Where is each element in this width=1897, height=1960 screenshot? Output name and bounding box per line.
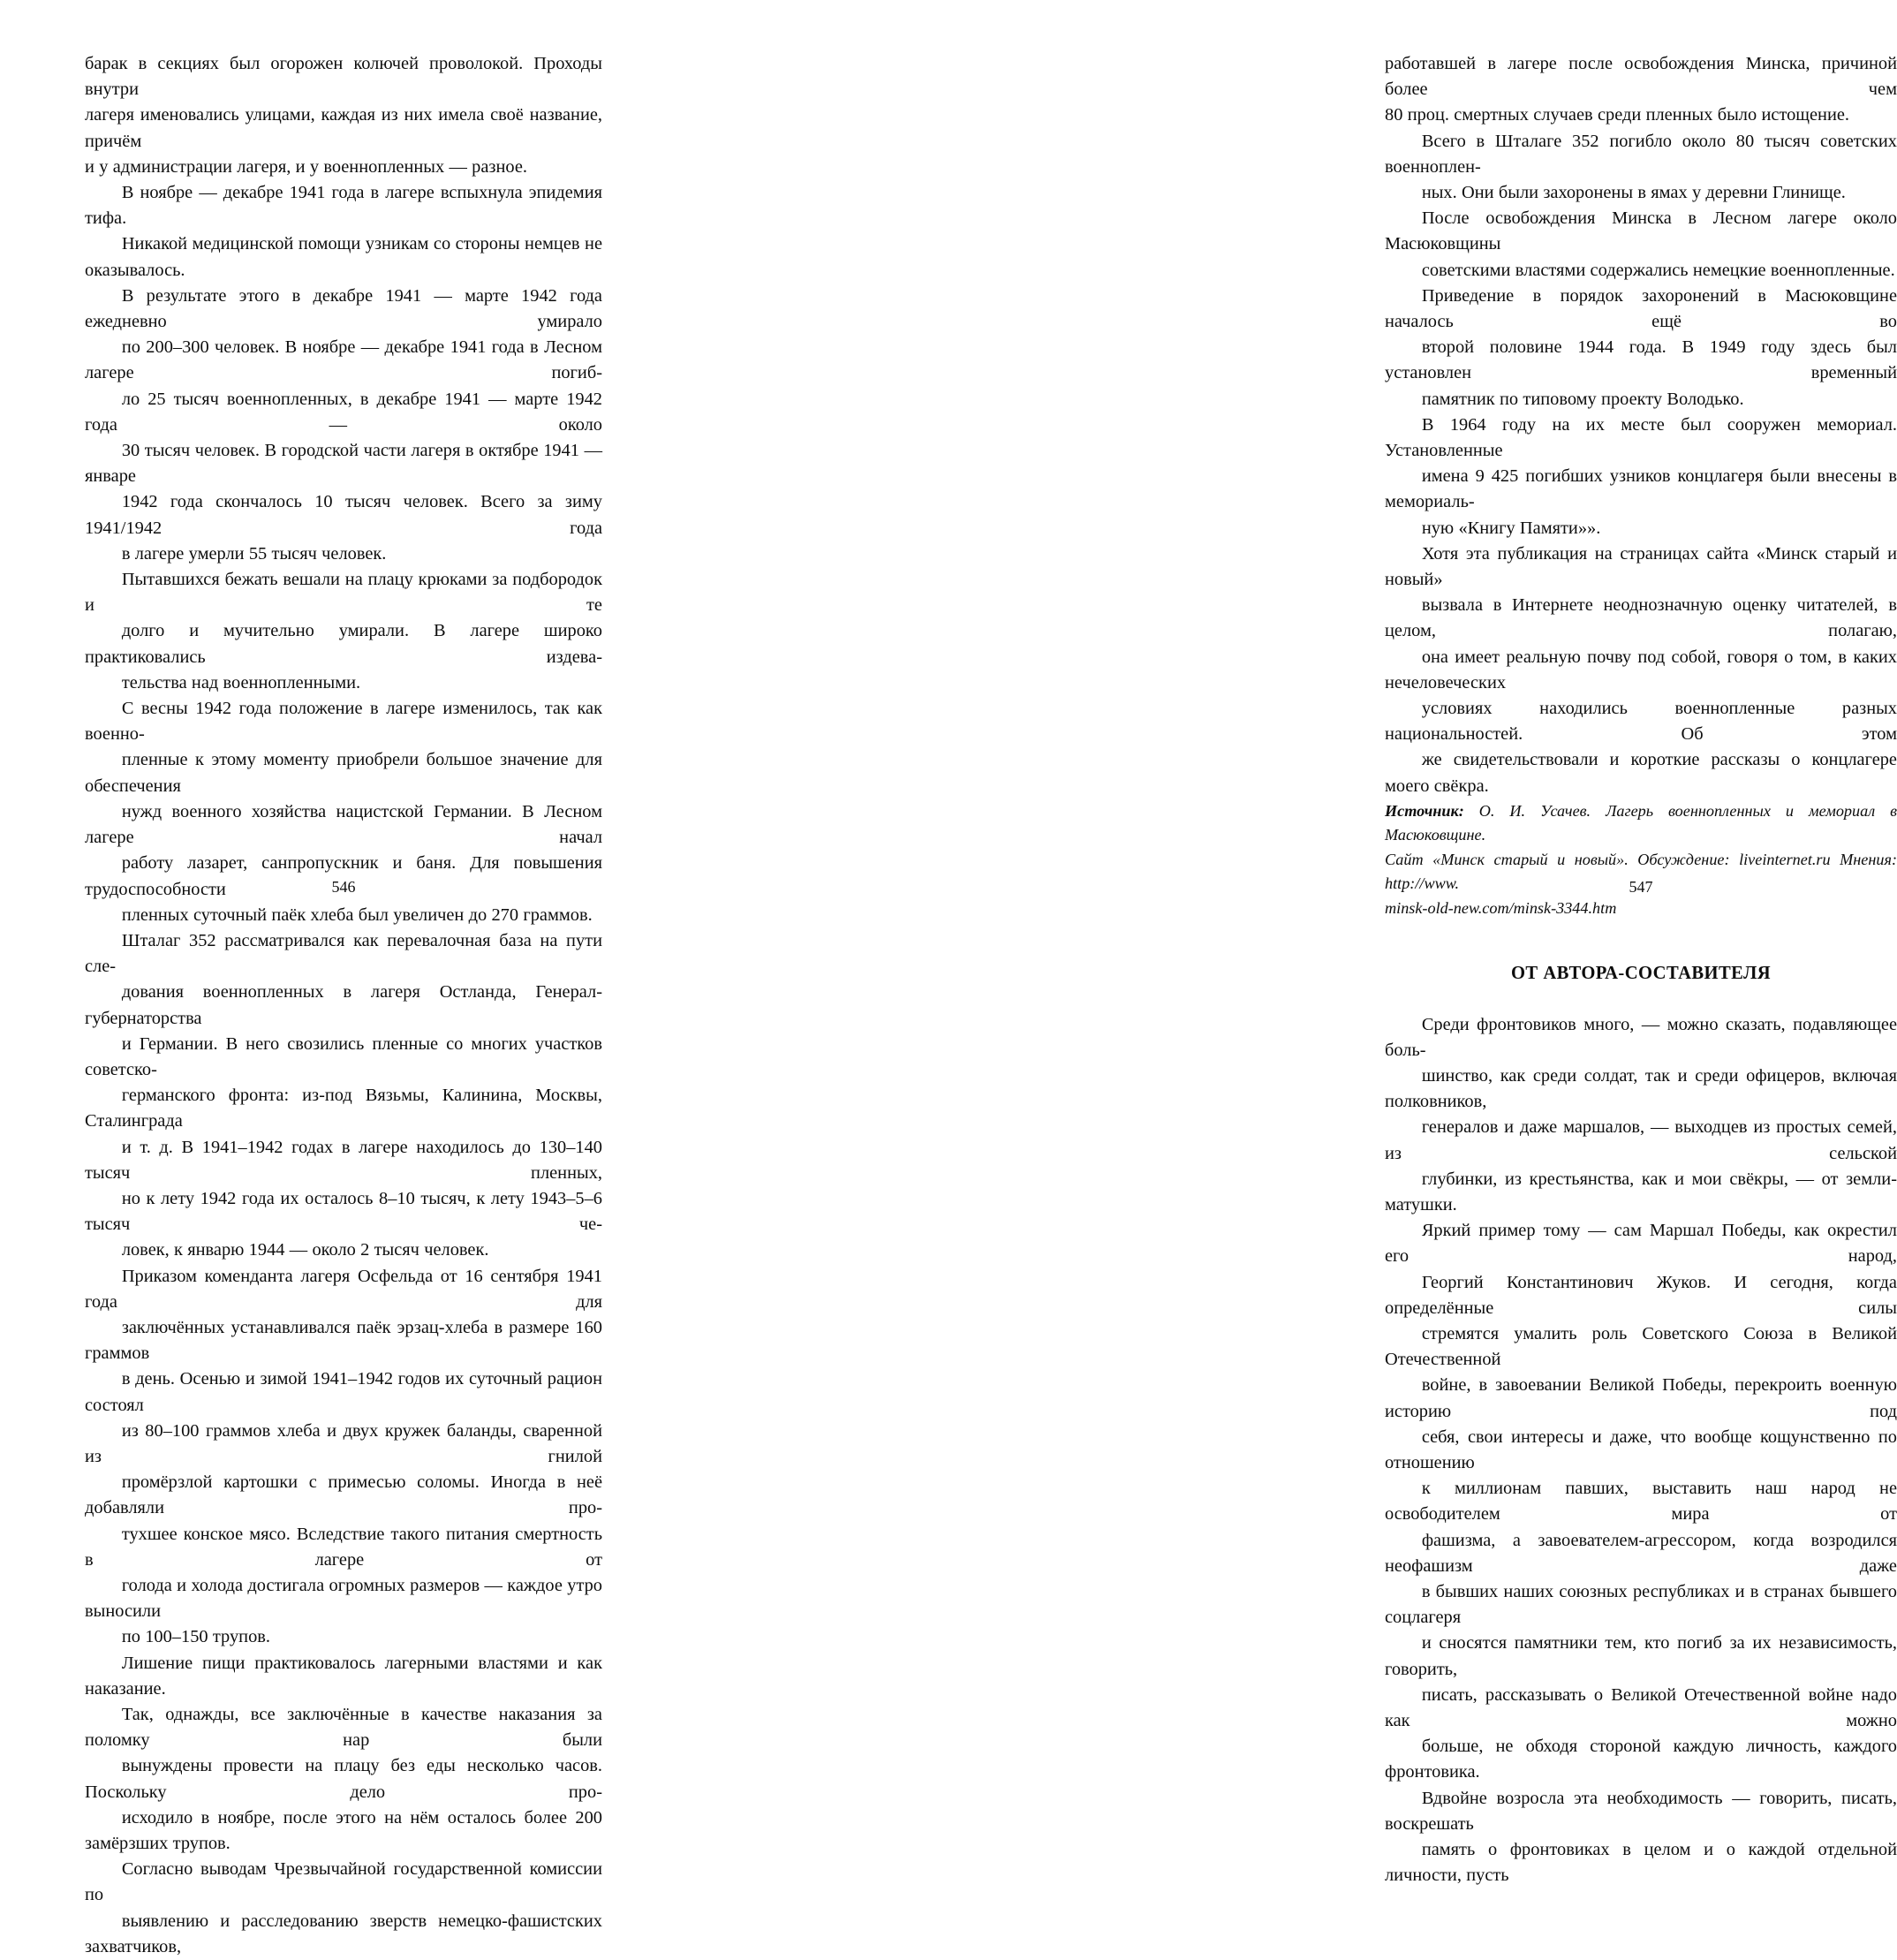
page-number-left: 546: [331, 878, 356, 896]
right-column-body: [1385, 51, 1897, 1889]
text-line: ную «Книгу Памяти»».: [1421, 518, 1601, 538]
body-paragraph: [1385, 541, 1897, 799]
body-paragraph: [85, 567, 608, 696]
text-line: Никакой медицинской помощи узникам со стороны немцев не оказывалось.: [85, 234, 608, 280]
text-line: войне, в завоевании Великой Победы, перекроить военную историю под: [1385, 1375, 1897, 1421]
text-line: тухшее конское мясо. Вследствие такого питания смертность в лагере от: [85, 1524, 608, 1570]
text-line: дования военнопленных в лагеря Остланда, Генерал-губернаторства: [85, 982, 602, 1028]
text-line: 1942 года скончалось 10 тысяч человек. Всего за зиму 1941/1942 года: [85, 492, 608, 538]
text-line: Всего в Шталаге 352 погибло около 80 тысяч советских военноплен-: [1385, 131, 1897, 177]
text-line: германского фронта: из-под Вязьмы, Калинина, Москвы, Сталинграда: [85, 1086, 608, 1131]
text-line: по 200–300 человек. В ноябре — декабре 1941 года в Лесном лагере погиб-: [85, 337, 608, 383]
text-line: писать, рассказывать о Великой Отечественной войне надо как можно: [1385, 1684, 1897, 1731]
body-paragraph: [85, 51, 608, 180]
text-line: Лишение пищи практиковалось лагерными властями и как наказание.: [85, 1653, 608, 1699]
text-line: но к лету 1942 года их осталось 8–10 тысяч, к лету 1943–5–6 тысяч че-: [85, 1188, 608, 1235]
text-line: Шталаг 352 рассматривался как перевалочная база на пути сле-: [85, 930, 608, 977]
text-line: работу лазарет, санпропускник и баня. Для повышения трудоспособности: [85, 853, 608, 899]
source-line: minsk-old-new.com/minsk-3344.htm: [1385, 898, 1617, 917]
text-line: В ноябре — декабре 1941 года в лагере вспыхнула эпидемия тифа.: [85, 183, 608, 229]
source-label: Источник:: [1385, 801, 1464, 820]
text-line: вызвала в Интернете неоднозначную оценку читателей, в целом, полагаю,: [1385, 595, 1897, 641]
text-line: шинство, как среди солдат, так и среди офицеров, включая полковников,: [1385, 1066, 1897, 1112]
text-line: условиях находились военнопленные разных национальностей. Об этом: [1385, 699, 1897, 745]
text-line: голода и холода достигала огромных размеров — каждое утро выносили: [85, 1575, 608, 1622]
source-line: Источник: О. И. Усачев. Лагерь военнопленных и мемориал в Масюковщине.: [1385, 801, 1897, 844]
text-line: Так, однажды, все заключённые в качестве наказания за поломку нар были: [85, 1705, 608, 1751]
text-line: Согласно выводам Чрезвычайной государственной комиссии по: [85, 1859, 608, 1905]
text-line: себя, свои интересы и даже, что вообще кощунственно по отношению: [1385, 1426, 1897, 1473]
page-546: [0, 0, 659, 1956]
body-paragraph: [1385, 206, 1897, 284]
body-paragraph: [1385, 284, 1897, 412]
text-line: фашизма, а завоевателем-агрессором, когда возродился неофашизм даже: [1385, 1530, 1897, 1576]
text-line: и т. д. В 1941–1942 годах в лагере находилось до 130–140 тысяч пленных,: [85, 1137, 608, 1183]
text-line: выявлению и расследованию зверств немецко-фашистских захватчиков,: [85, 1911, 608, 1956]
text-line: больше, не обходя стороной каждую личность, каждого фронтовика.: [1385, 1737, 1897, 1782]
left-column-body: [85, 51, 608, 1960]
text-line: ловек, к январю 1944 — около 2 тысяч человек.: [121, 1240, 489, 1260]
text-line: Приказом коменданта лагеря Осфельда от 16 сентября 1941 года для: [85, 1266, 608, 1312]
text-line: она имеет реальную почву под собой, говоря о том, в каких нечеловеческих: [1385, 647, 1897, 692]
text-line: и у администрации лагеря, и у военнопленных — разное.: [85, 156, 527, 177]
section-heading: ОТ АВТОРА-СОСТАВИТЕЛЯ: [1510, 964, 1772, 984]
text-line: Яркий пример тому — сам Маршал Победы, как окрестил его народ,: [1385, 1221, 1897, 1267]
text-line: же свидетельствовали и короткие рассказы о концлагере моего свёкра.: [1385, 750, 1897, 796]
body-paragraph: [1385, 51, 1897, 129]
text-line: ло 25 тысяч военнопленных, в декабре 1941 — марте 1942 года — около: [85, 389, 608, 435]
text-line: к миллионам павших, выставить наш народ не освободителем мира от: [1385, 1479, 1897, 1525]
text-line: В результате этого в декабре 1941 — марте 1942 года ежедневно умирало: [85, 285, 608, 332]
text-line: пленные к этому моменту приобрели большое значение для обеспечения: [85, 750, 608, 796]
text-line: нужд военного хозяйства нацистской Германии. В Лесном лагере начал: [85, 801, 608, 848]
text-line: вынуждены провести на плацу без еды несколько часов. Поскольку дело про-: [85, 1756, 608, 1802]
text-line: генералов и даже маршалов, — выходцев из простых семей, из сельской: [1385, 1117, 1897, 1163]
page-number-right: 547: [1629, 878, 1653, 896]
text-line: Приведение в порядок захоронений в Масюковщине началось ещё во: [1385, 285, 1897, 332]
text-line: и Германии. В него свозились пленные со многих участков советско-: [85, 1033, 608, 1079]
body-paragraph: [85, 1857, 608, 1960]
text-line: в бывших наших союзных республиках и в странах бывшего соцлагеря: [1385, 1582, 1897, 1628]
body-paragraph: [1385, 412, 1897, 541]
text-line: памятник по типовому проекту Володько.: [1421, 389, 1744, 409]
body-paragraph: [1385, 129, 1897, 207]
body-paragraph: [1385, 1012, 1897, 1889]
body-paragraph: [85, 928, 608, 1264]
text-line: ных. Они были захоронены в ямах у деревни Глинище.: [1421, 183, 1846, 203]
text-line: заключённых устанавливался паёк эрзац-хлеба в размере 160 граммов: [85, 1317, 608, 1364]
source-citation: [1385, 799, 1897, 921]
right-column-paragraphs-before-heading: [1385, 51, 1897, 799]
text-line: В 1964 году на их месте был сооружен мемориал. Установленные: [1385, 414, 1897, 461]
text-line: исходило в ноябре, после этого на нём осталось более 200 замёрзших трупов.: [85, 1807, 608, 1854]
text-line: советскими властями содержались немецкие военнопленные.: [1421, 260, 1895, 280]
text-line: долго и мучительно умирали. В лагере широко практиковались издева-: [85, 621, 608, 667]
text-line: С весны 1942 года положение в лагере изменилось, так как военно-: [85, 699, 608, 745]
text-line: из 80–100 граммов хлеба и двух кружек баланды, сваренной из гнилой: [85, 1420, 608, 1466]
text-line: барак в секциях был огорожен колючей проволокой. Проходы внутри: [85, 54, 608, 100]
text-line: тельства над военнопленными.: [121, 672, 361, 692]
text-line: лагеря именовались улицами, каждая из них имела своё название, причём: [85, 105, 608, 151]
right-column-paragraphs-after-heading: [1385, 1012, 1897, 1889]
text-line: в лагере умерли 55 тысяч человек.: [121, 543, 387, 564]
text-line: имена 9 425 погибших узников концлагеря были внесены в мемориаль-: [1385, 466, 1897, 512]
text-line: память о фронтовиках в целом и о каждой отдельной личности, пусть: [1385, 1840, 1897, 1886]
page-547: [659, 0, 1897, 1886]
left-column-paragraphs: [85, 51, 608, 1960]
text-line: 80 проц. смертных случаев среди пленных было истощение.: [1385, 105, 1850, 125]
text-line: и сносятся памятники тем, кто погиб за их независимость, говорить,: [1385, 1633, 1897, 1679]
text-line: второй половине 1944 года. В 1949 году здесь был установлен временный: [1385, 337, 1897, 383]
text-line: пленных суточный паёк хлеба был увеличен до 270 граммов.: [121, 904, 593, 925]
text-line: работавшей в лагере после освобождения Минска, причиной более чем: [1385, 54, 1897, 100]
body-paragraph: [85, 1651, 608, 1858]
body-paragraph: [85, 1264, 608, 1651]
text-line: 30 тысяч человек. В городской части лагеря в октябре 1941 — январе: [85, 441, 608, 487]
text-line: промёрзлой картошки с примесью соломы. Иногда в неё добавляли про-: [85, 1472, 608, 1518]
text-line: по 100–150 трупов.: [121, 1627, 271, 1647]
text-line: в день. Осенью и зимой 1941–1942 годов их суточный рацион состоял: [85, 1369, 608, 1415]
source-line: Сайт «Минск старый и новый». Обсуждение: liveinternet.ru Мнения: http://www.: [1385, 850, 1897, 893]
body-paragraph: [85, 180, 608, 567]
text-line: стремятся умалить роль Советского Союза в Великой Отечественной: [1385, 1324, 1897, 1370]
text-line: глубинки, из крестьянства, как и мои свёкры, — от земли-матушки.: [1385, 1169, 1897, 1215]
text-line: Хотя эта публикация на страницах сайта «Минск старый и новый»: [1385, 543, 1897, 590]
text-line: Георгий Константинович Жуков. И сегодня, когда определённые силы: [1385, 1272, 1897, 1318]
text-line: Пытавшихся бежать вешали на плацу крюками за подбородок и те: [85, 570, 608, 616]
text-line: После освобождения Минска в Лесном лагере около Масюковщины: [1385, 208, 1897, 254]
text-line: Вдвойне возросла эта необходимость — говорить, писать, воскрешать: [1385, 1788, 1897, 1834]
text-line: Среди фронтовиков много, — можно сказать, подавляющее боль-: [1385, 1014, 1897, 1060]
